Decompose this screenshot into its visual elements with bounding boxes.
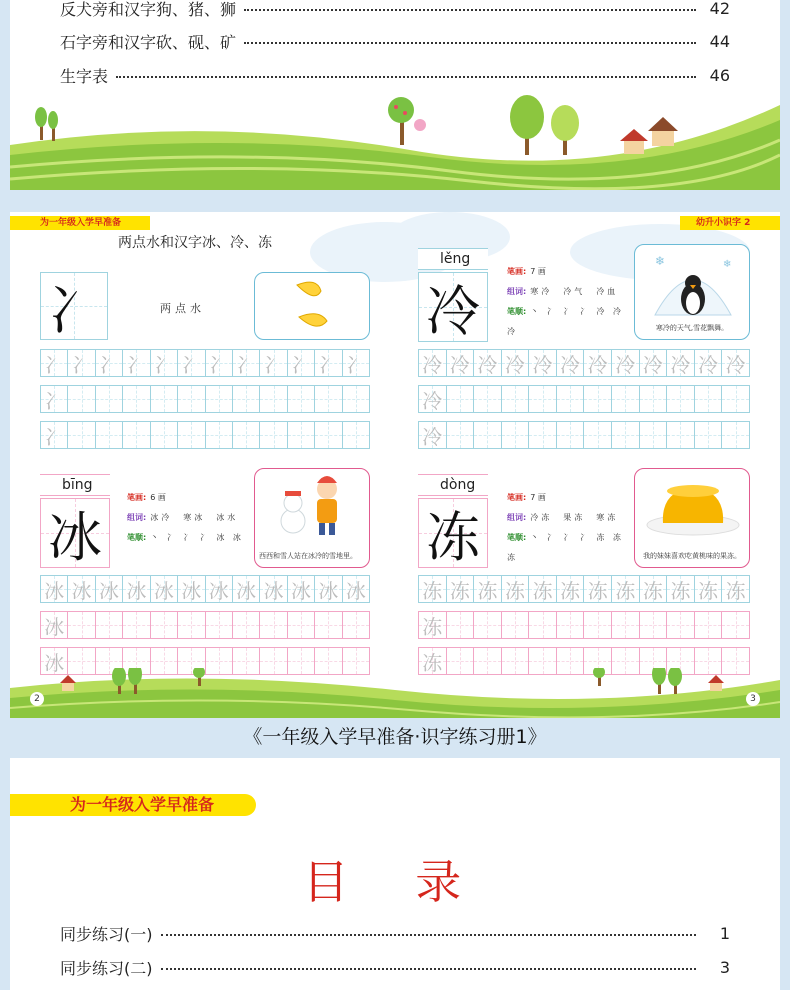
info-label: 笔画:	[507, 493, 527, 502]
stroke-count: 6 画	[150, 493, 166, 502]
practice-row[interactable]	[418, 421, 750, 449]
practice-cell[interactable]	[233, 386, 260, 412]
tracing-character: 冻	[725, 578, 746, 603]
tracing-character: 冰	[44, 578, 65, 603]
practice-cell[interactable]	[260, 386, 287, 412]
tracing-character: 冰	[236, 578, 257, 603]
toc-leader-dots	[244, 34, 696, 44]
practice-cell[interactable]	[123, 612, 150, 638]
practice-cell[interactable]	[288, 576, 315, 602]
practice-cell[interactable]	[474, 422, 502, 448]
toc-leader-dots	[161, 926, 697, 936]
practice-cell[interactable]	[474, 386, 502, 412]
practice-cell[interactable]	[151, 576, 178, 602]
practice-cell[interactable]	[695, 612, 723, 638]
practice-cell[interactable]	[502, 612, 530, 638]
tree-icon	[551, 105, 579, 155]
practice-cell[interactable]	[584, 576, 612, 602]
pinyin-label: bīng	[40, 474, 110, 496]
practice-cell[interactable]	[695, 350, 723, 376]
tracing-character: 冫	[345, 352, 366, 377]
tracing-character: 冻	[587, 578, 608, 603]
info-label: 组词:	[507, 287, 527, 296]
tracing-character: 冰	[263, 578, 284, 603]
main-character: 冰	[48, 505, 102, 569]
tracing-character: 冻	[505, 578, 526, 603]
practice-cell[interactable]	[419, 350, 447, 376]
tracing-character: 冷	[532, 352, 553, 377]
practice-cell[interactable]	[447, 612, 475, 638]
tracing-character: 冷	[698, 352, 719, 377]
practice-cell[interactable]	[529, 576, 557, 602]
tracing-character: 冻	[477, 578, 498, 603]
toc-leader-dots	[244, 1, 696, 11]
tracing-character: 冷	[477, 352, 498, 377]
practice-cell[interactable]	[640, 422, 668, 448]
practice-cell[interactable]	[667, 612, 695, 638]
practice-cell[interactable]	[640, 612, 668, 638]
tracing-character: 冰	[126, 578, 147, 603]
practice-cell[interactable]	[123, 422, 150, 448]
practice-row[interactable]	[418, 611, 750, 639]
tracing-character: 冫	[99, 352, 120, 377]
tracing-character: 冷	[422, 388, 443, 413]
house-icon	[60, 675, 76, 691]
practice-cell[interactable]	[667, 576, 695, 602]
tracing-character: 冻	[560, 578, 581, 603]
tracing-character: 冫	[236, 352, 257, 377]
illustration-jelly	[634, 468, 750, 568]
tracing-character: 冰	[208, 578, 229, 603]
toc-heading: 目 录	[302, 855, 488, 909]
practice-cell[interactable]	[419, 576, 447, 602]
practice-cell[interactable]	[695, 422, 723, 448]
tree-icon	[35, 107, 47, 140]
main-character: 冻	[426, 505, 480, 569]
practice-cell[interactable]	[584, 422, 612, 448]
tracing-character: 冫	[44, 424, 65, 449]
practice-row-tracing[interactable]	[40, 349, 370, 377]
practice-cell[interactable]	[260, 576, 287, 602]
tracing-character: 冰	[99, 578, 120, 603]
practice-cell[interactable]	[419, 386, 447, 412]
flower-icon	[414, 119, 426, 131]
practice-cell[interactable]	[206, 576, 233, 602]
practice-cell[interactable]	[447, 386, 475, 412]
illustration-caption: 我的妹妹喜欢吃黄桃味的果冻。	[643, 552, 741, 560]
toc-row-page: 42	[709, 0, 730, 18]
character-box	[418, 498, 488, 568]
practice-cell[interactable]	[96, 350, 123, 376]
toc-row-title: 同步练习(一)	[60, 924, 153, 944]
practice-cell[interactable]	[41, 612, 68, 638]
toc-row[interactable]	[60, 30, 730, 52]
tracing-character: 冻	[642, 578, 663, 603]
house-icon	[708, 675, 724, 691]
practice-row-tracing[interactable]	[418, 575, 750, 603]
toc-row-page: 44	[709, 31, 730, 51]
practice-cell[interactable]	[584, 612, 612, 638]
tracing-character: 冻	[422, 650, 443, 675]
toc-row[interactable]	[60, 922, 730, 944]
tracing-character: 冻	[698, 578, 719, 603]
workbook-spread-preview	[10, 212, 780, 718]
main-character: 冷	[426, 279, 480, 343]
practice-cell[interactable]	[502, 350, 530, 376]
practice-cell[interactable]	[529, 350, 557, 376]
practice-cell[interactable]	[722, 576, 749, 602]
practice-cell[interactable]	[206, 422, 233, 448]
tracing-character: 冷	[587, 352, 608, 377]
practice-cell[interactable]	[315, 612, 342, 638]
practice-cell[interactable]	[343, 422, 369, 448]
practice-cell[interactable]	[206, 350, 233, 376]
tree-icon	[652, 668, 666, 694]
practice-cell[interactable]	[288, 386, 315, 412]
practice-cell[interactable]	[178, 576, 205, 602]
practice-cell[interactable]	[557, 386, 585, 412]
practice-cell[interactable]	[502, 422, 530, 448]
tracing-character: 冰	[44, 650, 65, 675]
stroke-order: 丶 冫 冫 冫 冻 冻 冻	[507, 533, 624, 562]
practice-cell[interactable]	[502, 386, 530, 412]
toc-row-page: 1	[719, 923, 730, 943]
practice-cell[interactable]	[612, 350, 640, 376]
series-banner: 为一年级入学早准备	[10, 794, 256, 816]
practice-cell[interactable]	[557, 422, 585, 448]
practice-cell[interactable]	[151, 386, 178, 412]
practice-cell[interactable]	[151, 612, 178, 638]
practice-cell[interactable]	[529, 386, 557, 412]
practice-cell[interactable]	[68, 422, 95, 448]
illustration-caption: 西西和雪人站在冰冷的雪地里。	[259, 552, 357, 560]
tracing-character: 冫	[291, 352, 311, 377]
house-icon	[620, 129, 648, 154]
toc-row-title: 反犬旁和汉字狗、猪、狮	[60, 0, 237, 19]
tracing-character: 冷	[615, 352, 636, 377]
pinyin-label: dòng	[418, 474, 488, 496]
practice-cell[interactable]	[315, 350, 342, 376]
tracing-character: 冫	[44, 388, 65, 413]
svg-text:❄: ❄	[723, 259, 732, 270]
illustration-girl-snowman	[254, 468, 370, 568]
tracing-character: 冰	[181, 578, 202, 603]
toc-row-title: 同步练习(二)	[60, 958, 153, 978]
svg-text:❄: ❄	[655, 254, 666, 268]
practice-cell[interactable]	[557, 612, 585, 638]
practice-cell[interactable]	[447, 350, 475, 376]
practice-cell[interactable]	[206, 612, 233, 638]
stroke-count: 7 画	[530, 267, 546, 276]
tracing-character: 冷	[642, 352, 663, 377]
practice-cell[interactable]	[96, 576, 123, 602]
lesson-title: 两点水和汉字冰、冷、冻	[118, 235, 272, 251]
tracing-character: 冷	[449, 352, 470, 377]
practice-cell[interactable]	[233, 612, 260, 638]
tracing-character: 冷	[560, 352, 581, 377]
practice-cell[interactable]	[151, 422, 178, 448]
practice-cell[interactable]	[123, 576, 150, 602]
practice-cell[interactable]	[343, 386, 369, 412]
radical-character: 冫	[47, 278, 101, 342]
practice-cell[interactable]	[695, 386, 723, 412]
info-label: 笔顺:	[507, 533, 527, 542]
practice-cell[interactable]	[288, 350, 315, 376]
practice-cell[interactable]	[722, 386, 749, 412]
practice-cell[interactable]	[529, 422, 557, 448]
tree-icon	[668, 668, 682, 694]
practice-cell[interactable]	[41, 576, 68, 602]
tracing-character: 冫	[318, 352, 339, 377]
character-box	[40, 498, 110, 568]
practice-cell[interactable]	[612, 386, 640, 412]
tracing-character: 冫	[44, 352, 65, 377]
page-number-right: 3	[746, 692, 760, 706]
practice-cell[interactable]	[447, 576, 475, 602]
radical-character-box	[40, 272, 108, 340]
practice-cell[interactable]	[695, 576, 723, 602]
tracing-character: 冰	[153, 578, 174, 603]
info-label: 笔画:	[507, 267, 527, 276]
character-info	[507, 488, 627, 568]
practice-cell[interactable]	[68, 576, 95, 602]
toc-row-page: 46	[709, 65, 730, 85]
tracing-character: 冫	[263, 352, 284, 377]
tree-icon	[48, 111, 58, 141]
practice-cell[interactable]	[419, 612, 447, 638]
practice-row[interactable]	[40, 385, 370, 413]
toc-row[interactable]	[60, 64, 730, 86]
practice-cell[interactable]	[315, 576, 342, 602]
toc-leader-dots	[161, 960, 697, 970]
practice-cell[interactable]	[557, 350, 585, 376]
tracing-character: 冰	[44, 614, 65, 639]
tracing-character: 冫	[153, 352, 174, 377]
practice-cell[interactable]	[41, 386, 68, 412]
word-list: 寒冷 冷气 冷血	[530, 287, 619, 296]
series-banner-right: 幼升小识字 2	[680, 216, 780, 230]
practice-cell[interactable]	[123, 350, 150, 376]
stroke-order: 丶 冫 冫 冫 冰 冰	[150, 533, 244, 542]
practice-row-tracing[interactable]	[40, 575, 370, 603]
tracing-character: 冫	[181, 352, 202, 377]
practice-cell[interactable]	[343, 350, 369, 376]
character-info	[507, 262, 627, 342]
practice-cell[interactable]	[612, 576, 640, 602]
practice-cell[interactable]	[667, 422, 695, 448]
tracing-character: 冻	[422, 614, 443, 639]
practice-cell[interactable]	[612, 422, 640, 448]
practice-cell[interactable]	[584, 350, 612, 376]
practice-cell[interactable]	[178, 350, 205, 376]
practice-cell[interactable]	[178, 612, 205, 638]
tree-icon	[510, 95, 544, 155]
practice-cell[interactable]	[288, 612, 315, 638]
practice-row[interactable]	[418, 385, 750, 413]
book-title-caption: 《一年级入学早准备·识字练习册1》	[243, 726, 547, 748]
stroke-order: 丶 冫 冫 冫 冷 冷 冷	[507, 307, 624, 336]
practice-cell[interactable]	[612, 612, 640, 638]
info-label: 笔画:	[127, 493, 147, 502]
word-list: 冰冷 寒冰 冰水	[150, 513, 239, 522]
tree-icon	[593, 668, 605, 686]
info-label: 组词:	[507, 513, 527, 522]
tracing-character: 冰	[291, 578, 311, 603]
practice-cell[interactable]	[640, 386, 668, 412]
radical-name: 两点水	[160, 302, 205, 315]
toc-row-title: 生字表	[60, 66, 109, 86]
tracing-character: 冰	[345, 578, 366, 603]
tracing-character: 冫	[126, 352, 147, 377]
info-label: 组词:	[127, 513, 147, 522]
toc-row-title: 石字旁和汉字砍、砚、矿	[60, 32, 237, 52]
practice-cell[interactable]	[233, 350, 260, 376]
practice-cell[interactable]	[722, 422, 749, 448]
practice-cell[interactable]	[206, 386, 233, 412]
practice-cell[interactable]	[722, 350, 749, 376]
tree-icon	[388, 97, 414, 145]
grass-hill-illustration	[10, 95, 780, 190]
tracing-character: 冻	[449, 578, 470, 603]
practice-cell[interactable]	[68, 386, 95, 412]
tracing-character: 冰	[71, 578, 92, 603]
practice-cell[interactable]	[96, 422, 123, 448]
tracing-character: 冷	[725, 352, 746, 377]
tracing-character: 冷	[422, 352, 443, 377]
practice-row[interactable]	[40, 611, 370, 639]
practice-cell[interactable]	[640, 350, 668, 376]
practice-row[interactable]	[40, 421, 370, 449]
practice-cell[interactable]	[178, 422, 205, 448]
toc-continued-section	[10, 0, 780, 190]
series-banner-left: 为一年级入学早准备	[10, 216, 150, 230]
practice-cell[interactable]	[474, 350, 502, 376]
practice-cell[interactable]	[96, 386, 123, 412]
practice-cell[interactable]	[343, 612, 369, 638]
tracing-character: 冻	[670, 578, 691, 603]
toc-page-section	[10, 758, 780, 990]
practice-cell[interactable]	[447, 422, 475, 448]
tracing-character: 冰	[318, 578, 339, 603]
practice-cell[interactable]	[343, 576, 369, 602]
practice-cell[interactable]	[288, 422, 315, 448]
tracing-character: 冻	[532, 578, 553, 603]
character-info	[127, 488, 252, 548]
practice-cell[interactable]	[640, 576, 668, 602]
pinyin-label: lěng	[418, 248, 488, 270]
practice-row-tracing[interactable]	[418, 349, 750, 377]
toc-row[interactable]	[60, 956, 730, 978]
practice-cell[interactable]	[557, 576, 585, 602]
tracing-character: 冷	[670, 352, 691, 377]
practice-cell[interactable]	[474, 576, 502, 602]
practice-cell[interactable]	[260, 612, 287, 638]
practice-cell[interactable]	[68, 612, 95, 638]
practice-cell[interactable]	[260, 422, 287, 448]
practice-cell[interactable]	[233, 576, 260, 602]
page-number-left: 2	[30, 692, 44, 706]
practice-cell[interactable]	[529, 612, 557, 638]
word-list: 冷冻 果冻 寒冻	[530, 513, 619, 522]
tracing-character: 冷	[422, 424, 443, 449]
tracing-character: 冻	[422, 578, 443, 603]
practice-cell[interactable]	[41, 350, 68, 376]
character-box	[418, 272, 488, 342]
practice-cell[interactable]	[68, 350, 95, 376]
practice-cell[interactable]	[419, 422, 447, 448]
practice-cell[interactable]	[667, 386, 695, 412]
practice-cell[interactable]	[260, 350, 287, 376]
tracing-character: 冫	[208, 352, 229, 377]
practice-cell[interactable]	[502, 576, 530, 602]
tracing-character: 冷	[505, 352, 526, 377]
toc-row[interactable]	[60, 0, 730, 19]
illustration-caption: 寒冷的天气,雪花飘舞。	[655, 324, 729, 332]
stroke-count: 7 画	[530, 493, 546, 502]
tracing-character: 冫	[71, 352, 92, 377]
toc-row-page: 3	[719, 957, 730, 977]
practice-cell[interactable]	[722, 612, 749, 638]
practice-cell[interactable]	[233, 422, 260, 448]
toc-leader-dots	[116, 68, 696, 78]
house-icon	[648, 117, 678, 146]
practice-cell[interactable]	[315, 386, 342, 412]
grass-footer-illustration	[10, 668, 780, 718]
practice-cell[interactable]	[151, 350, 178, 376]
illustration-water-drops	[254, 272, 370, 340]
practice-cell[interactable]	[584, 386, 612, 412]
info-label: 笔顺:	[507, 307, 527, 316]
practice-cell[interactable]	[315, 422, 342, 448]
practice-cell[interactable]	[41, 422, 68, 448]
illustration-penguin-igloo	[634, 244, 750, 340]
practice-cell[interactable]	[667, 350, 695, 376]
practice-cell[interactable]	[123, 386, 150, 412]
practice-cell[interactable]	[474, 612, 502, 638]
info-label: 笔顺:	[127, 533, 147, 542]
practice-cell[interactable]	[96, 612, 123, 638]
practice-cell[interactable]	[178, 386, 205, 412]
tracing-character: 冻	[615, 578, 636, 603]
